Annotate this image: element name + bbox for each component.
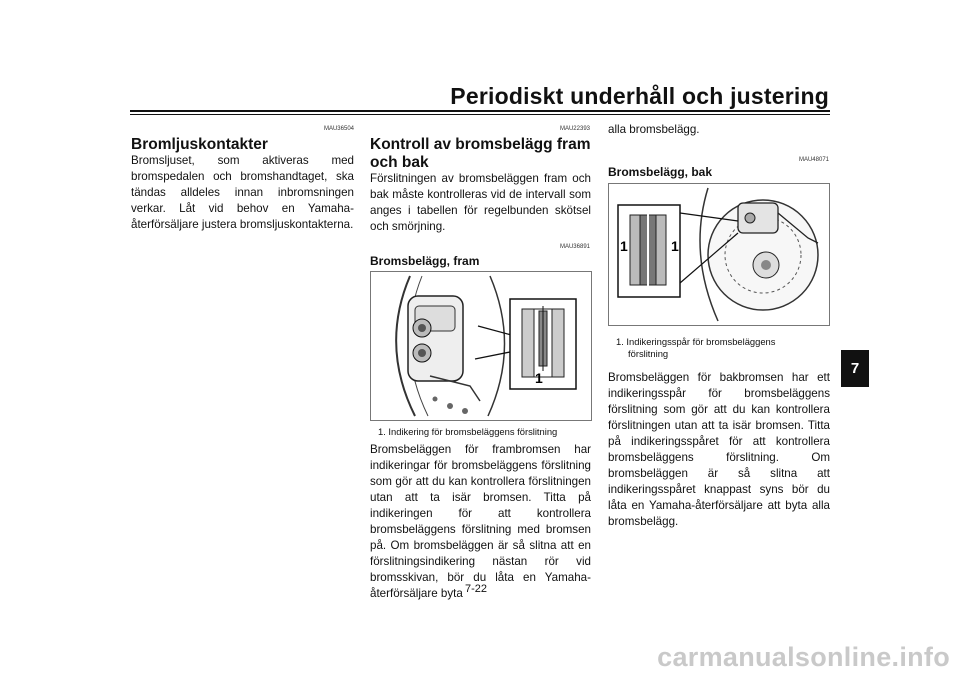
figure-caption: 1. Indikering för bromsbeläggens förslitning: [378, 426, 558, 437]
caption-line: förslitning: [628, 348, 669, 359]
section-code: MAU22393: [559, 126, 590, 132]
caption-line: 1. Indikeringsspår för bromsbeläggens: [616, 336, 776, 347]
rear-pads-paragraph: Bromsbeläggen för bakbromsen har ett indikeringsspår för bromsbeläggens förslitning som gör att du kan kontrollera förslitningen utan att ta isär bromsen. Titta på indikeringsspåret för att kontrollera bromsbeläggens förslitning. Om bromsbeläggen är så slitna att indikeringsspåret knappast syns bör du låta en Yamaha-återförsäljare att byta alla bromsbelägg.: [608, 371, 830, 528]
figure-callout-right: 1: [671, 238, 679, 254]
section-heading-brake-pads: [370, 136, 600, 172]
rear-brake-illustration: [608, 183, 830, 326]
brake-light-paragraph: Bromsljuset, som aktiveras med bromspedalen och bromshandtaget, ska tändas alldeles innan inbromsningen verkar. Låt vid behov en Yamaha-återförsäljare justera bromsljuskontakterna.: [131, 154, 354, 231]
section-heading-brake-light: Bromljuskontakter: [131, 136, 268, 153]
page-number: 7-22: [465, 583, 488, 595]
section-code: MAU36891: [559, 244, 590, 250]
subheading-rear-pads: Bromsbelägg, bak: [608, 165, 713, 179]
continuation-text: alla bromsbelägg.: [608, 123, 700, 136]
page-header-title: Periodiskt underhåll och justering: [450, 83, 829, 109]
header-rule-thick: [130, 110, 830, 112]
brake-pads-intro-paragraph: Förslitningen av bromsbeläggen fram och bak måste kontrolleras vid de intervall som anges i tabellen för regelbunden skötsel och smörjning.: [370, 172, 591, 233]
heading-line: Kontroll av bromsbelägg fram: [370, 136, 591, 153]
header-rule-thin: [130, 114, 830, 115]
subheading-front-pads: Bromsbelägg, fram: [370, 254, 480, 268]
figure-callout-left: 1: [620, 238, 628, 254]
watermark: carmanualsonline.info: [657, 642, 950, 672]
section-code: MAU36504: [323, 126, 354, 132]
section-code: MAU48071: [798, 157, 829, 163]
figure-callout: 1: [535, 370, 543, 386]
front-brake-illustration: [370, 271, 592, 421]
front-pads-paragraph: Bromsbeläggen för frambromsen har indikeringar för bromsbeläggens förslitning som gör att du kan kontrollera förslitningen utan att ta isär bromsen. Titta på indikeringen för att kontrollera bromsbeläggens förslitning med bromsen på. Om bromsbeläggen är så slitna att en förslitningsindikering nästan rör vid bromsskivan, bör du låta en Yamaha-återförsäljare byta: [370, 443, 591, 600]
heading-line: och bak: [370, 154, 429, 171]
chapter-tab: 7: [841, 350, 869, 387]
figure-caption: [616, 336, 830, 360]
